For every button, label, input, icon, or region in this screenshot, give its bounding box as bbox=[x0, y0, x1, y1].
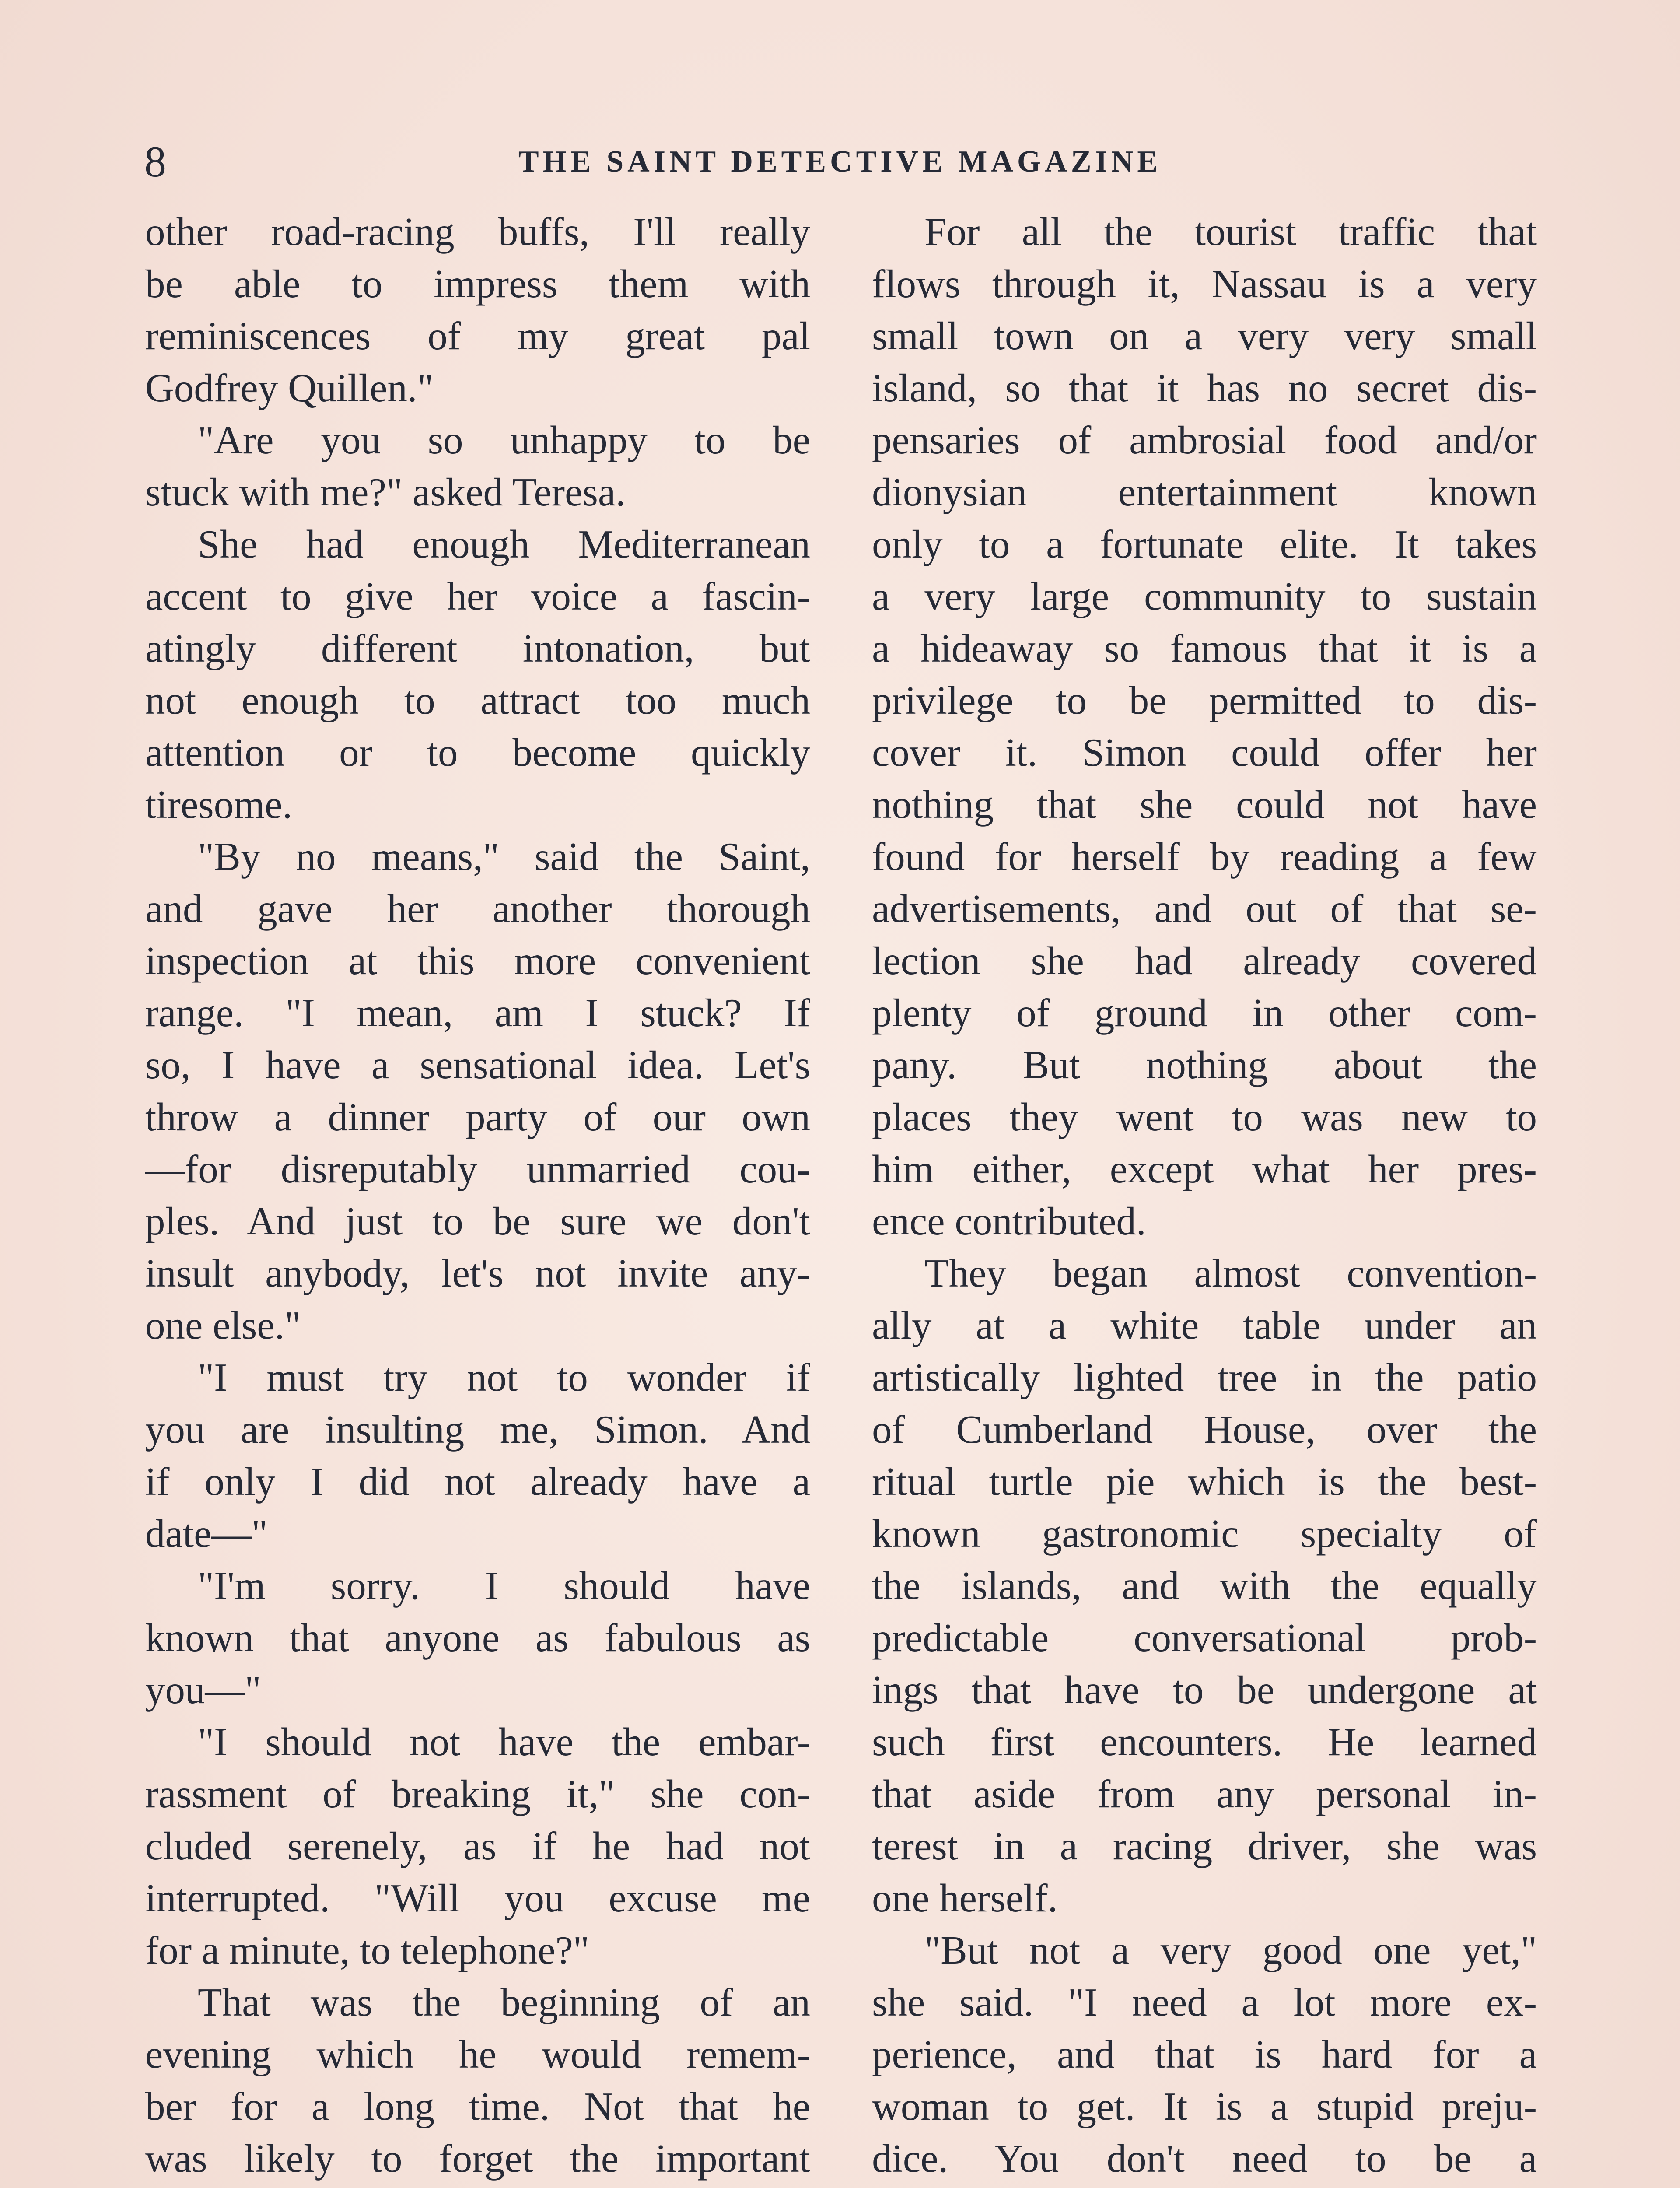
paragraph bbox=[145, 1976, 810, 2188]
text-line: island, so that it has no secret dis- bbox=[872, 366, 1537, 410]
text-line: and gave her another thorough bbox=[145, 887, 810, 931]
text-line: other road-racing buffs, I'll really bbox=[145, 210, 810, 254]
text-line: so, I have a sensational idea. Let's bbox=[145, 1043, 810, 1087]
text-line: For all the tourist traffic that bbox=[924, 210, 1537, 254]
text-line: of Cumberland House, over the bbox=[872, 1407, 1537, 1452]
text-line: nothing that she could not have bbox=[872, 782, 1537, 827]
text-line: him either, except what her pres- bbox=[872, 1147, 1537, 1191]
paragraph bbox=[145, 1716, 810, 1976]
text-line: ritual turtle pie which is the best- bbox=[872, 1459, 1537, 1504]
paragraph bbox=[145, 206, 810, 414]
text-line: pensaries of ambrosial food and/or bbox=[872, 418, 1537, 462]
text-line: advertisements, and out of that se- bbox=[872, 887, 1537, 931]
text-line: "I'm sorry. I should have bbox=[198, 1564, 810, 1608]
text-line: "Are you so unhappy to be bbox=[198, 418, 810, 462]
text-line: found for herself by reading a few bbox=[872, 835, 1537, 879]
text-line: dice. You don't need to be a bbox=[872, 2136, 1537, 2181]
text-line: she said. "I need a lot more ex- bbox=[872, 1980, 1537, 2024]
running-head bbox=[144, 131, 1536, 193]
text-line: insult anybody, let's not invite any- bbox=[145, 1251, 810, 1295]
text-line: lection she had already covered bbox=[872, 939, 1537, 983]
text-line: you are insulting me, Simon. And bbox=[145, 1407, 810, 1452]
text-line: one herself. bbox=[872, 1876, 1058, 1920]
text-line: flows through it, Nassau is a very bbox=[872, 262, 1537, 306]
text-line: a hideaway so famous that it is a bbox=[872, 626, 1537, 670]
text-line: cover it. Simon could offer her bbox=[872, 730, 1537, 775]
right-text-column bbox=[872, 206, 1537, 2188]
text-line: range. "I mean, am I stuck? If bbox=[145, 991, 810, 1035]
text-line: She had enough Mediterranean bbox=[198, 522, 810, 566]
paragraph bbox=[872, 206, 1537, 1247]
text-line: plenty of ground in other com- bbox=[872, 991, 1537, 1035]
magazine-title: THE SAINT DETECTIVE MAGAZINE bbox=[518, 145, 1162, 179]
text-line: reminiscences of my great pal bbox=[145, 314, 810, 358]
text-line: pany. But nothing about the bbox=[872, 1043, 1537, 1087]
text-line: ings that have to be undergone at bbox=[872, 1668, 1537, 1712]
paragraph bbox=[145, 1560, 810, 1716]
text-line: if only I did not already have a bbox=[145, 1459, 810, 1504]
text-line: such first encounters. He learned bbox=[872, 1720, 1537, 1764]
left-text-column bbox=[145, 206, 810, 2188]
text-line: was likely to forget the important bbox=[145, 2136, 810, 2181]
text-line: you—" bbox=[145, 1668, 261, 1712]
paragraph bbox=[145, 414, 810, 518]
text-line: attention or to become quickly bbox=[145, 730, 810, 775]
text-line: woman to get. It is a stupid preju- bbox=[872, 2084, 1537, 2128]
paragraph bbox=[872, 1924, 1537, 2188]
text-line: evening which he would remem- bbox=[145, 2032, 810, 2076]
paragraph bbox=[145, 831, 810, 1351]
text-line: not enough to attract too much bbox=[145, 678, 810, 722]
text-line: known gastronomic specialty of bbox=[872, 1511, 1537, 1556]
text-line: be able to impress them with bbox=[145, 262, 810, 306]
text-line: the islands, and with the equally bbox=[872, 1564, 1537, 1608]
text-line: —for disreputably unmarried cou- bbox=[145, 1147, 810, 1191]
text-line: That was the beginning of an bbox=[198, 1980, 810, 2024]
text-line: ence contributed. bbox=[872, 1199, 1146, 1243]
text-line: "But not a very good one yet," bbox=[924, 1928, 1537, 1972]
text-line: small town on a very very small bbox=[872, 314, 1537, 358]
text-line: predictable conversational prob- bbox=[872, 1616, 1537, 1660]
paragraph bbox=[872, 1247, 1537, 1924]
text-line: "I must try not to wonder if bbox=[198, 1355, 810, 1399]
text-line: date—" bbox=[145, 1511, 268, 1556]
text-line: a very large community to sustain bbox=[872, 574, 1537, 618]
text-line: Godfrey Quillen." bbox=[145, 366, 434, 410]
text-line: terest in a racing driver, she was bbox=[872, 1824, 1537, 1868]
paragraph bbox=[145, 518, 810, 831]
text-line: stuck with me?" asked Teresa. bbox=[145, 470, 626, 514]
text-line: ber for a long time. Not that he bbox=[145, 2084, 810, 2128]
text-line: privilege to be permitted to dis- bbox=[872, 678, 1537, 722]
text-line: only to a fortunate elite. It takes bbox=[872, 522, 1537, 566]
text-line: ples. And just to be sure we don't bbox=[145, 1199, 810, 1243]
text-line: that aside from any personal in- bbox=[872, 1772, 1537, 1816]
text-line: perience, and that is hard for a bbox=[872, 2032, 1537, 2076]
text-line: tiresome. bbox=[145, 782, 293, 827]
text-line: artistically lighted tree in the patio bbox=[872, 1355, 1537, 1399]
text-line: They began almost convention- bbox=[924, 1251, 1537, 1295]
text-line: one else." bbox=[145, 1303, 301, 1347]
text-line: known that anyone as fabulous as bbox=[145, 1616, 810, 1660]
text-line: rassment of breaking it," she con- bbox=[145, 1772, 810, 1816]
text-line: accent to give her voice a fascin- bbox=[145, 574, 810, 618]
text-line: interrupted. "Will you excuse me bbox=[145, 1876, 810, 1920]
text-line: places they went to was new to bbox=[872, 1095, 1537, 1139]
text-line: throw a dinner party of our own bbox=[145, 1095, 810, 1139]
text-line: inspection at this more convenient bbox=[145, 939, 810, 983]
text-line: ally at a white table under an bbox=[872, 1303, 1537, 1347]
text-line: for a minute, to telephone?" bbox=[145, 1928, 590, 1972]
text-line: dionysian entertainment known bbox=[872, 470, 1537, 514]
text-line: cluded serenely, as if he had not bbox=[145, 1824, 810, 1868]
text-line bbox=[872, 2184, 1537, 2188]
text-line bbox=[145, 2184, 810, 2188]
text-line: "I should not have the embar- bbox=[198, 1720, 810, 1764]
text-line: "By no means," said the Saint, bbox=[198, 835, 810, 879]
page-number: 8 bbox=[144, 137, 166, 186]
paragraph bbox=[145, 1351, 810, 1560]
text-line: atingly different intonation, but bbox=[145, 626, 810, 670]
